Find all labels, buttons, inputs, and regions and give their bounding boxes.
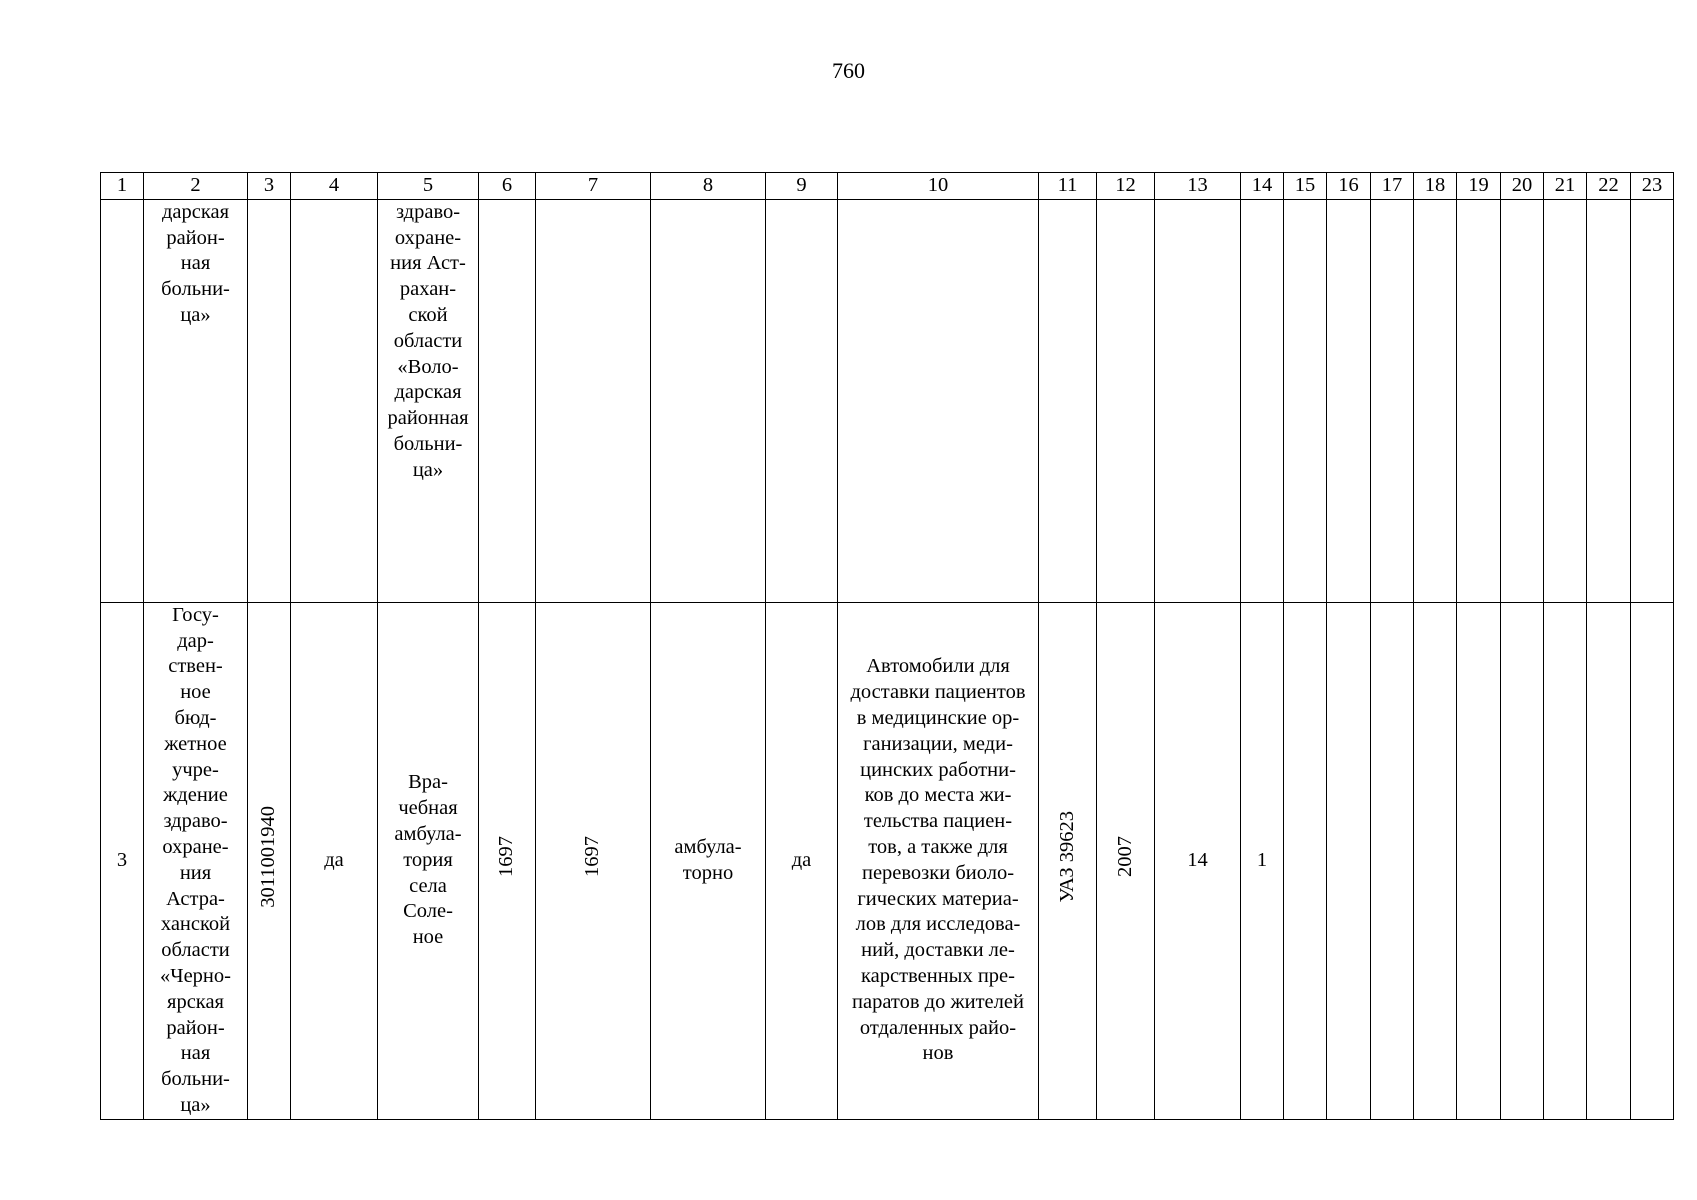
column-number: 7 xyxy=(536,173,651,200)
column-number: 20 xyxy=(1501,173,1544,200)
table-cell xyxy=(1284,602,1327,1119)
owner-name-continued: здраво- охране- ния Аст- рахан- ской области «Воло- дарская районная больни- ца» xyxy=(387,200,469,481)
table-cell xyxy=(144,199,248,602)
table-cell xyxy=(479,199,536,602)
table-cell xyxy=(1241,199,1284,602)
column-number: 19 xyxy=(1457,173,1501,200)
institution-name-continued: дарская район- ная больни- ца» xyxy=(161,200,230,326)
table-cell xyxy=(248,199,291,602)
institution-name: Госу- дар- ствен- ное бюд- жетное учре- ждение здраво- охране- ния Астра- ханской области «Черно- ярская район- ная больни- ца» xyxy=(160,603,231,1116)
table-cell xyxy=(1371,199,1414,602)
column-number: 18 xyxy=(1414,173,1457,200)
column-number: 14 xyxy=(1241,173,1284,200)
column-number: 13 xyxy=(1155,173,1241,200)
table-cell: да xyxy=(766,602,838,1119)
table-cell xyxy=(1327,199,1371,602)
table-cell xyxy=(1631,602,1674,1119)
column-number: 9 xyxy=(766,173,838,200)
table-row-continuation xyxy=(101,199,1674,602)
table-cell xyxy=(1544,602,1587,1119)
table-cell xyxy=(838,199,1039,602)
column-number: 2 xyxy=(144,173,248,200)
facility-name: Вра- чебная амбула- тория села Соле- ное xyxy=(394,771,462,949)
table-cell xyxy=(101,199,144,602)
value-col7: 1697 xyxy=(581,836,604,878)
table-cell xyxy=(291,199,378,602)
column-number: 10 xyxy=(838,173,1039,200)
column-number: 22 xyxy=(1587,173,1631,200)
care-type: амбула- торно xyxy=(674,835,742,884)
column-number: 11 xyxy=(1039,173,1097,200)
table-cell xyxy=(1587,199,1631,602)
table-cell: 1 xyxy=(1241,602,1284,1119)
table-row xyxy=(101,602,1674,1119)
inn-value: 3011001940 xyxy=(257,805,280,908)
table-cell xyxy=(1414,602,1457,1119)
document-table xyxy=(100,172,1674,1120)
table-cell xyxy=(1097,602,1155,1119)
table-cell xyxy=(248,602,291,1119)
table-cell xyxy=(651,199,766,602)
column-number: 21 xyxy=(1544,173,1587,200)
table-cell xyxy=(536,602,651,1119)
table-cell xyxy=(1039,602,1097,1119)
column-number: 4 xyxy=(291,173,378,200)
table-cell xyxy=(1501,602,1544,1119)
table-cell xyxy=(1501,199,1544,602)
table-cell xyxy=(1155,199,1241,602)
column-number-row xyxy=(101,173,1674,200)
column-number: 12 xyxy=(1097,173,1155,200)
table-cell: да xyxy=(291,602,378,1119)
value-col6: 1697 xyxy=(495,836,518,878)
table-cell: 14 xyxy=(1155,602,1241,1119)
table-cell xyxy=(1097,199,1155,602)
table-cell xyxy=(1039,199,1097,602)
table-cell xyxy=(1544,199,1587,602)
table-cell xyxy=(766,199,838,602)
table-cell xyxy=(838,602,1039,1119)
table-cell xyxy=(651,602,766,1119)
column-number: 6 xyxy=(479,173,536,200)
page-number: 760 xyxy=(832,58,865,83)
column-number: 3 xyxy=(248,173,291,200)
table-cell xyxy=(378,602,479,1119)
column-number: 8 xyxy=(651,173,766,200)
table-cell xyxy=(1371,602,1414,1119)
column-number: 17 xyxy=(1371,173,1414,200)
table-cell xyxy=(1327,602,1371,1119)
column-number: 5 xyxy=(378,173,479,200)
table-cell xyxy=(378,199,479,602)
column-number: 16 xyxy=(1327,173,1371,200)
table-cell xyxy=(1587,602,1631,1119)
vehicle-purpose: Автомобили для доставки пациентов в медицинские ор- ганизации, меди- цинских работни- ков до места жи- тельства пациен- тов, а также для перевозки биоло- гических материа- лов для исследова- ний, доставки ле- карственных пре- паратов до жителей отдаленных райо- нов xyxy=(850,655,1026,1065)
vehicle-model: УАЗ 39623 xyxy=(1055,811,1078,903)
table-cell xyxy=(479,602,536,1119)
column-number: 23 xyxy=(1631,173,1674,200)
table-cell xyxy=(536,199,651,602)
table-cell xyxy=(1414,199,1457,602)
vehicle-year: 2007 xyxy=(1113,836,1136,878)
column-number: 15 xyxy=(1284,173,1327,200)
table-cell xyxy=(1457,199,1501,602)
table-cell xyxy=(1631,199,1674,602)
column-number: 1 xyxy=(101,173,144,200)
table-cell xyxy=(144,602,248,1119)
table-cell xyxy=(1284,199,1327,602)
table-cell xyxy=(1457,602,1501,1119)
row-number: 3 xyxy=(101,602,144,1119)
